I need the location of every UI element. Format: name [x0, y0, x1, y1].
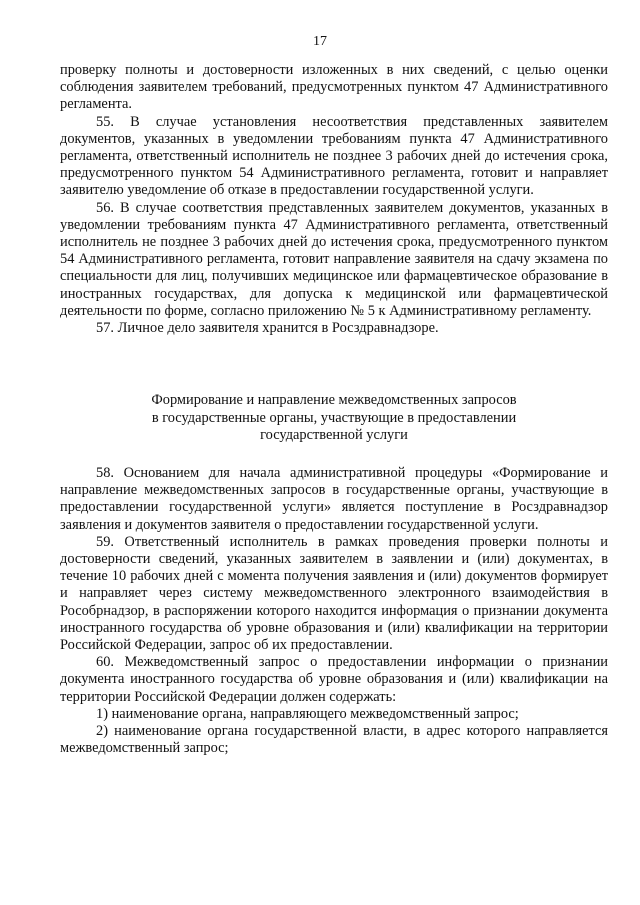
paragraph-continuation: проверку полноты и достоверности изложенных в них сведений, с целью оценки соблюдения заявителем требований, предусмотренных пунктом 47 Административного регламента. [60, 62, 608, 113]
section-heading-line-1: Формирование и направление межведомственных запросов [151, 392, 517, 408]
section-heading-line-2: в государственные органы, участвующие в предоставлении [151, 409, 517, 426]
bottom-text-block [60, 465, 608, 757]
paragraph-60: 60. Межведомственный запрос о предоставлении информации о признании документа иностранного государства об уровне образования и (или) квалификации на территории Российской Федерации должен содержать: [60, 654, 608, 705]
paragraph-57: 57. Личное дело заявителя хранится в Росздравнадзоре. [96, 320, 439, 337]
list-item-2: 2) наименование органа государственной власти, в адрес которого направляется межведомственный запрос; [60, 723, 608, 757]
top-text-block [60, 62, 608, 337]
list-item-1: 1) наименование органа, направляющего межведомственный запрос; [96, 705, 519, 722]
paragraph-55: 55. В случае установления несоответствия представленных заявителем документов, указанных в уведомлении требованиям пункта 47 Административного регламента, ответственный исполнитель не позднее 3 рабочих дней до истечения срока, предусмотренного пунктом 54 Административного регламента, готовит и направляет заявителю уведомление об отказе в предоставлении государственной услуги. [60, 113, 608, 199]
section-heading [60, 392, 608, 445]
paragraph-58: 58. Основанием для начала административной процедуры «Формирование и направление межведомственных запросов в государственные органы, участвующие в предоставлении государственной услуги» является поступление в Росздравнадзор заявления и документов заявителя о предоставлении государственной услуги. [60, 465, 608, 533]
section-heading-line-3: государственной услуги [260, 427, 408, 444]
paragraph-59: 59. Ответственный исполнитель в рамках проведения проверки полноты и достоверности сведений, указанных заявителем в заявлении и (или) документах, в течение 10 рабочих дней с момента получения заявления и (или) документов формирует и направляет через систему межведомственного электронного взаимодействия в Рособрнадзор, в распоряжении которого находится информация о признании документа иностранного государства об уровне образования и (или) квалификации на территории Российской Федерации, запрос об их предоставлении. [60, 533, 608, 654]
page-number: 17 [313, 34, 327, 49]
paragraph-56: 56. В случае соответствия представленных заявителем документов, указанных в уведомлении требованиям пункта 47 Административного регламента, ответственный исполнитель не позднее 3 рабочих дней до истечения срока, предусмотренного пунктом 54 Административного регламента, готовит направление заявителя на сдачу экзамена по специальности для лиц, получивших медицинское или фармацевтическое образование в иностранных государствах, для допуска к медицинской или фармацевтической деятельности по форме, согласно приложению № 5 к Административному регламенту. [60, 199, 608, 319]
